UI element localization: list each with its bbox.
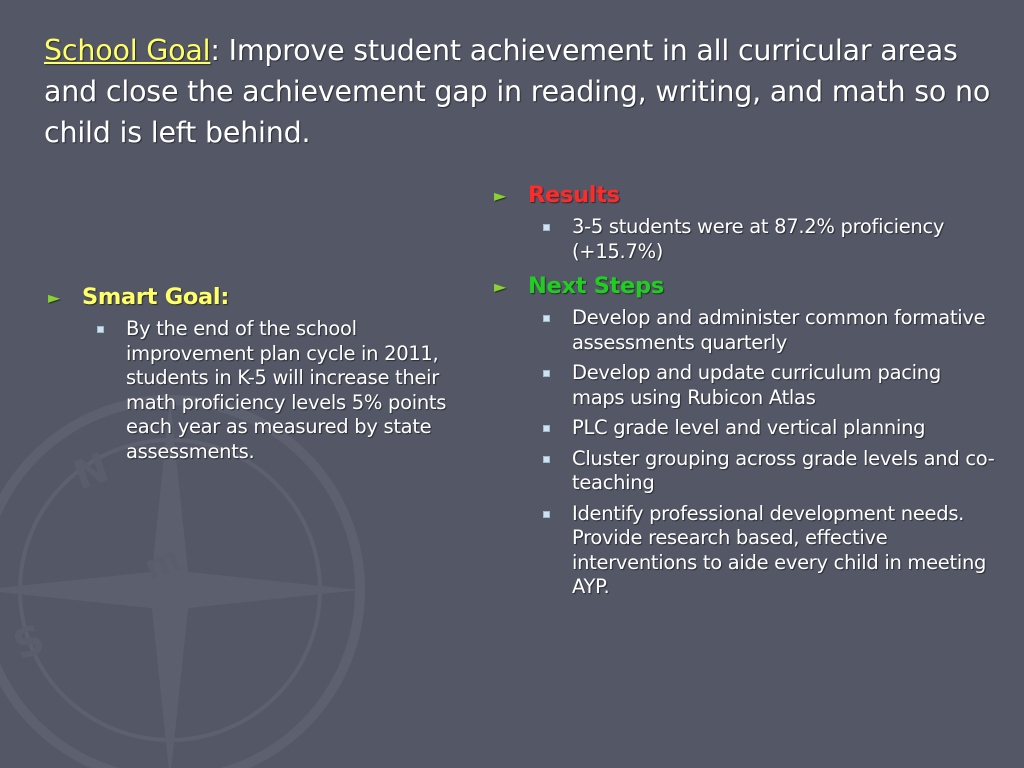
- smart-goal-item-text: By the end of the school improvement plan cycle in 2011, students in K-5 will increase their math proficiency levels 5% points each year as measured by state assessments.: [126, 317, 447, 463]
- square-bullet-icon: [543, 456, 550, 463]
- school-goal-text: : Improve student achievement in all curricular areas and close the achievement gap in reading, writing, and math so no child is left behind.: [44, 34, 991, 149]
- svg-text:m: m: [139, 538, 187, 589]
- results-section: [492, 181, 997, 600]
- next-steps-item-text: Develop and update curriculum pacing maps using Rubicon Atlas: [572, 361, 941, 409]
- next-steps-item: [492, 447, 997, 496]
- results-label: Results: [528, 182, 620, 208]
- smart-goal-section: [46, 283, 486, 464]
- next-steps-item: [492, 306, 997, 355]
- next-steps-item-text: PLC grade level and vertical planning: [572, 416, 926, 439]
- square-bullet-icon: [543, 511, 550, 518]
- arrow-bullet-icon: ►: [48, 288, 61, 307]
- slide-title: [44, 30, 994, 153]
- next-steps-item: [492, 416, 997, 441]
- svg-text:S: S: [7, 616, 51, 670]
- next-steps-heading: [492, 272, 997, 300]
- school-goal-label: School Goal: [44, 34, 211, 67]
- next-steps-item-text: Develop and administer common formative assessments quarterly: [572, 306, 986, 354]
- smart-goal-item: [46, 317, 486, 464]
- next-steps-item: [492, 361, 997, 410]
- arrow-bullet-icon: ►: [494, 186, 507, 205]
- next-steps-item-text: Identify professional development needs. Provide research based, effective interventions to aide every child in meeting AYP.: [572, 501, 987, 598]
- square-bullet-icon: [543, 370, 550, 377]
- next-steps-item: [492, 502, 997, 600]
- svg-text:N: N: [67, 444, 115, 500]
- square-bullet-icon: [97, 326, 104, 333]
- results-item-text: 3-5 students were at 87.2% proficiency (+15.7%): [572, 215, 945, 263]
- square-bullet-icon: [543, 425, 550, 432]
- smart-goal-heading: [46, 283, 486, 311]
- next-steps-item-text: Cluster grouping across grade levels and co-teaching: [572, 446, 995, 494]
- square-bullet-icon: [543, 315, 550, 322]
- square-bullet-icon: [543, 224, 550, 231]
- smart-goal-label: Smart Goal: [82, 284, 221, 310]
- results-heading: [492, 181, 997, 209]
- arrow-bullet-icon: ►: [494, 277, 507, 296]
- results-item: [492, 215, 997, 264]
- next-steps-label: Next Steps: [528, 273, 664, 299]
- smart-goal-colon: :: [220, 284, 230, 310]
